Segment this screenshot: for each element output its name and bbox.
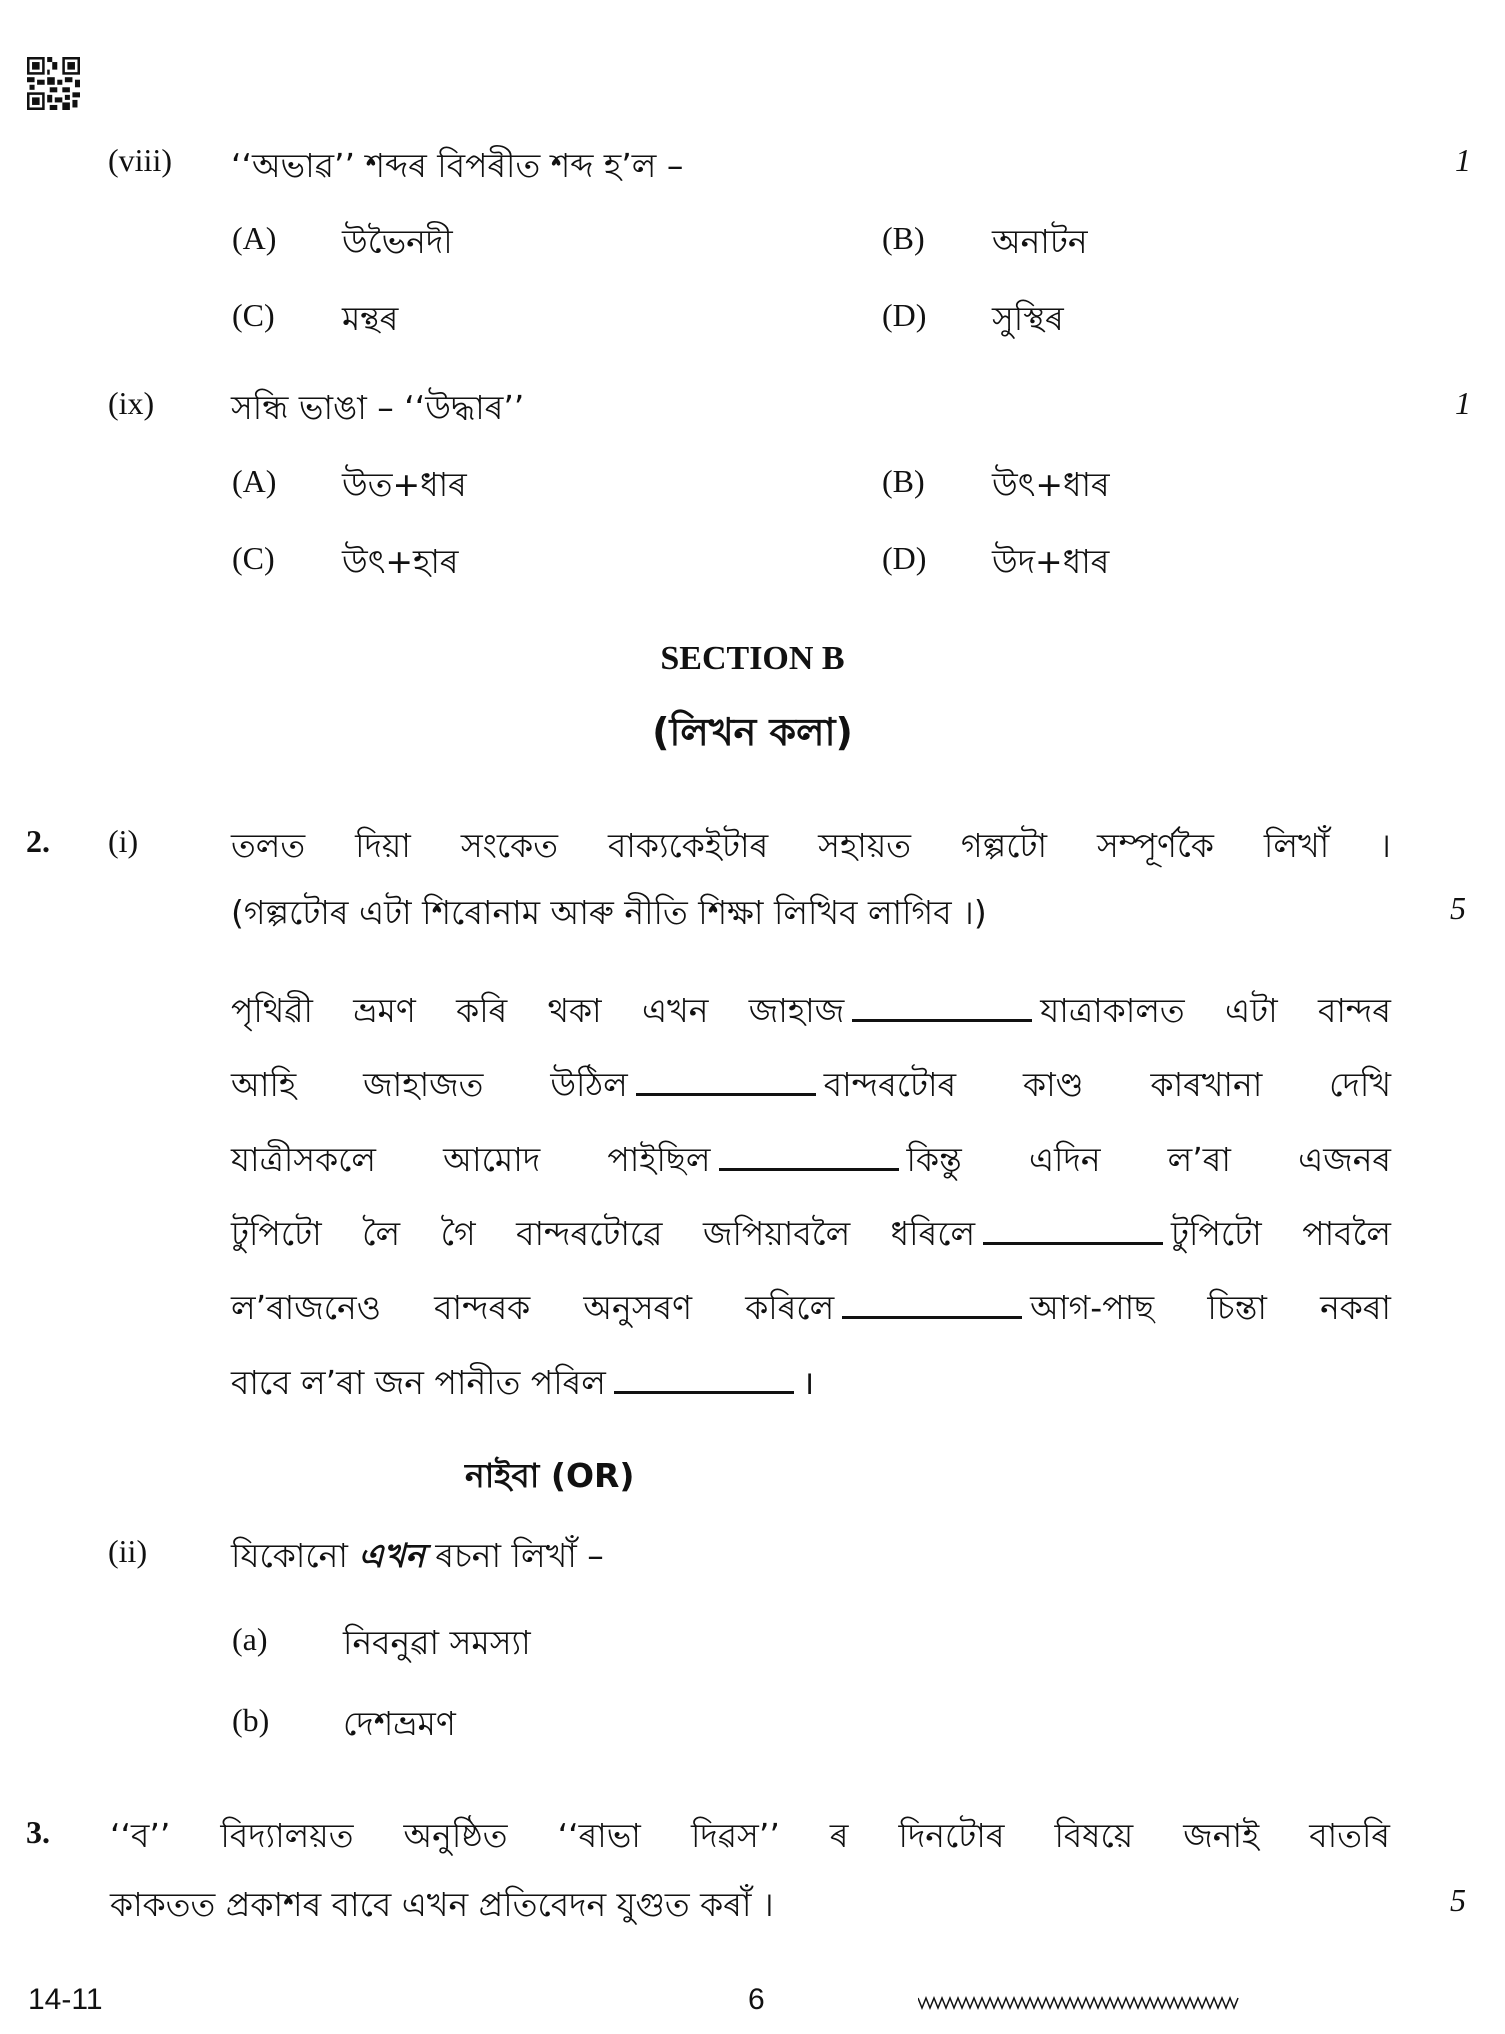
story-text: যাত্ৰীসকলে আমোদ পাইছিল — [231, 1140, 711, 1179]
question-text-2-i-line2: (গল্পটোৰ এটা শিৰোনাম আৰু নীতি শিক্ষা লিখিব লাগিব ।) — [231, 893, 987, 932]
marks-2: 5 — [1450, 890, 1466, 926]
fill-blank-4 — [983, 1240, 1163, 1245]
option-text-ix-b: উৎ+ধাৰ — [992, 465, 1110, 504]
marks-ix: 1 — [1455, 385, 1471, 421]
story-line-2 — [231, 1059, 1391, 1115]
story-text: আহি জাহাজত উঠিল — [231, 1065, 628, 1104]
story-line-4 — [231, 1208, 1391, 1264]
option-text-ix-a: উত+ধাৰ — [342, 465, 467, 504]
fill-blank-6 — [614, 1389, 794, 1394]
fill-blank-5 — [842, 1314, 1022, 1319]
option-label-ix-b: (B) — [882, 463, 925, 499]
option-label-2-ii-a: (a) — [232, 1621, 268, 1657]
question-text-2-i-line1: তলত দিয়া সংকেত বাক্যকেইটাৰ সহায়ত গল্পটো সম্পূৰ্ণকৈ লিখাঁ । — [231, 826, 1391, 865]
question-text-3-line1: ‘‘ব’’ বিদ্যালয়ত অনুষ্ঠিত ‘‘ৰাভা দিৱস’’ ৰ দিনটোৰ বিষয়ে জনাই বাতৰি — [110, 1816, 1390, 1855]
option-label-viii-b: (B) — [882, 220, 925, 256]
option-label-viii-c: (C) — [232, 297, 275, 333]
story-text: বাবে ল’ৰা জন পানীত পৰিল — [231, 1363, 606, 1402]
story-line-6 — [231, 1357, 814, 1413]
question-text-2-ii — [231, 1530, 604, 1586]
question-number-ix: (ix) — [108, 385, 155, 421]
option-text-viii-a: উভৈনদী — [342, 222, 453, 261]
story-text: যাত্ৰাকালত এটা বান্দৰ — [1040, 991, 1391, 1030]
question-text-ix: সন্ধি ভাঙা – ‘‘উদ্ধাৰ’’ — [231, 388, 525, 427]
option-label-ix-c: (C) — [232, 540, 275, 576]
story-text: কিন্তু এদিন ল’ৰা এজনৰ — [906, 1140, 1391, 1179]
qr-code-icon — [27, 57, 80, 110]
story-text: বান্দৰটোৰ কাণ্ড কাৰখানা দেখি — [823, 1065, 1391, 1104]
option-text-viii-b: অনাটন — [992, 222, 1088, 261]
story-text: টুপিটো পাবলৈ — [1171, 1214, 1391, 1253]
story-line-3 — [231, 1134, 1391, 1190]
fill-blank-1 — [852, 1017, 1032, 1022]
story-text: । — [801, 1363, 815, 1402]
paper-code: 14-11 — [28, 1983, 103, 2016]
question-text: যিকোনো — [231, 1536, 348, 1575]
story-text: টুপিটো লৈ গৈ বান্দৰটোৱে জপিয়াবলৈ ধৰিলে — [231, 1214, 976, 1253]
option-text-viii-c: মন্থৰ — [342, 299, 399, 338]
option-label-viii-d: (D) — [882, 297, 927, 333]
story-text: ল’ৰাজনেও বান্দৰক অনুসৰণ কৰিলে — [231, 1288, 835, 1327]
question-text-viii: ‘‘অভাৱ’’ শব্দৰ বিপৰীত শব্দ হ’ল – — [231, 146, 684, 185]
option-label-viii-a: (A) — [232, 220, 277, 256]
question-number-3: 3. — [26, 1814, 50, 1850]
question-number-viii: (viii) — [108, 142, 172, 178]
question-number-2: 2. — [26, 823, 50, 859]
option-text-ix-c: উৎ+হাৰ — [342, 542, 459, 581]
fill-blank-3 — [719, 1166, 899, 1171]
question-number-2-ii: (ii) — [108, 1533, 148, 1569]
option-label-ix-a: (A) — [232, 463, 277, 499]
option-label-ix-d: (D) — [882, 540, 927, 576]
marks-3: 5 — [1450, 1882, 1466, 1918]
story-text: আগ-পাছ চিন্তা নকৰা — [1030, 1288, 1392, 1327]
option-text-2-ii-a: নিবনুৱা সমস্যা — [343, 1623, 531, 1662]
emphasis-text: এখন — [358, 1536, 425, 1575]
option-label-2-ii-b: (b) — [232, 1702, 270, 1738]
question-text: ৰচনা লিখাঁ – — [435, 1536, 604, 1575]
story-line-1 — [231, 985, 1391, 1041]
marks-viii: 1 — [1455, 142, 1471, 178]
option-text-2-ii-b: দেশভ্ৰমণ — [343, 1704, 456, 1743]
page-number: 6 — [748, 1983, 765, 2016]
story-text: পৃথিৱী ভ্ৰমণ কৰি থকা এখন জাহাজ — [231, 991, 845, 1030]
story-line-5 — [231, 1282, 1391, 1338]
question-text-3-line2: কাকতত প্ৰকাশৰ বাবে এখন প্ৰতিবেদন যুগুত কৰাঁ । — [110, 1885, 774, 1924]
question-number-2-i: (i) — [108, 823, 139, 859]
fill-blank-2 — [636, 1091, 816, 1096]
or-label: নাইবা (OR) — [465, 1456, 635, 1495]
section-subtitle: (লিখন কলা) — [652, 710, 853, 754]
section-title: SECTION B — [660, 640, 845, 677]
option-text-viii-d: সুস্থিৰ — [992, 299, 1064, 338]
wavy-line-icon — [918, 1996, 1240, 2010]
option-text-ix-d: উদ+ধাৰ — [992, 542, 1110, 581]
